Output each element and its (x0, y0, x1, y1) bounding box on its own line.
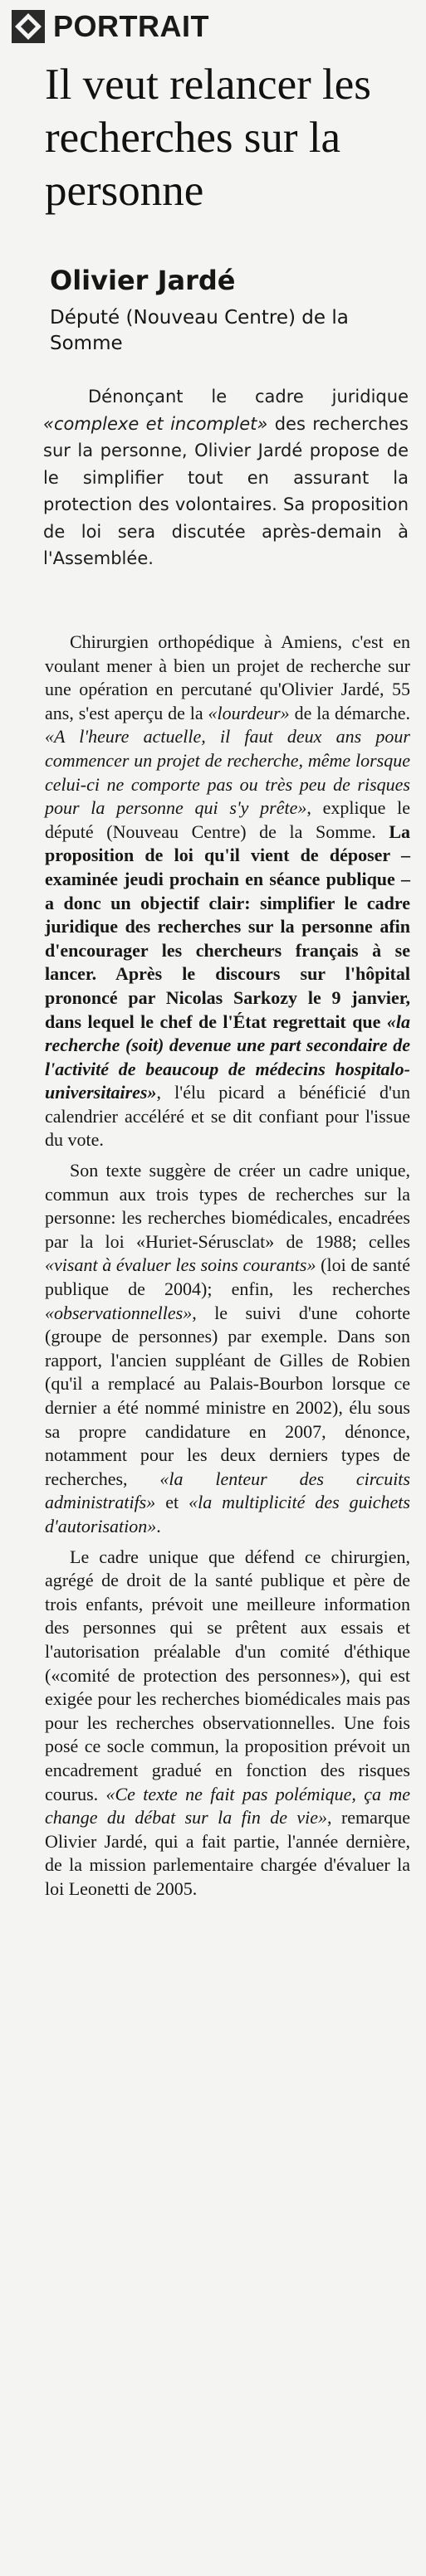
byline-name: Olivier Jardé (50, 265, 236, 296)
byline (50, 264, 399, 357)
body-paragraph-1: Chirurgien orthopédique à Amiens, c'est en voulant mener à bien un projet de recherche sur une opération en percutané qu'Olivier Jardé, 55 ans, s'est aperçu de la «lourdeur» de la démarche. «A l'heure actuelle, il faut deux ans pour commencer un projet de recherche, même lorsque celui-ci ne comporte pas ou très peu de risques pour la personne qui s'y prête», explique le député (Nouveau Centre) de la Somme. La proposition de loi qu'il vient de déposer – examinée jeudi prochain en séance publique – a donc un objectif clair: simplifier le cadre juridique des recherches sur la personne afin d'encourager les chercheurs français à se lancer. Après le discours sur l'hôpital prononcé par Nicolas Sarkozy le 9 janvier, dans lequel le chef de l'État regrettait que «la recherche (soit) devenue une part secondaire de l'activité de beaucoup de médecins hospitalo-universitaires», l'élu picard a bénéficié d'un calendrier accéléré et se dit confiant pour l'issue du vote. (45, 631, 410, 1151)
article-body (45, 631, 410, 1907)
rubric-header (12, 3, 209, 50)
standfirst: Dénonçant le cadre juridique «complexe et incomplet» des recherches sur la personne, Olivier Jardé propose de le simplifier tout en assurant la protection des volontaires. Sa proposition de loi sera discutée après-demain à l'Assemblée. (43, 387, 409, 568)
rubric-label: PORTRAIT (53, 9, 209, 43)
body-paragraph-3: Le cadre unique que défend ce chirurgien, agrégé de droit de la santé publique et père de trois enfants, prévoit une meilleure information des personnes qui se prêtent aux essais et l'autorisation préalable d'un comité d'éthique («comité de protection des personnes»), qui est exigée pour les recherches biomédicales mais pas pour les recherches observationnelles. Une fois posé ce socle commun, la proposition prévoit un encadrement gradué en fonction des risques courus. «Ce texte ne fait pas polémique, ça me change du débat sur la fin de vie», remarque Olivier Jardé, qui a fait partie, l'année dernière, de la mission parlementaire chargée d'évaluer la loi Leonetti de 2005. (45, 1546, 410, 1899)
body-paragraph-2: Son texte suggère de créer un cadre unique, commun aux trois types de recherches sur la personne: les recherches biomédicales, encadrées par la loi «Huriet-Sérusclat» de 1988; celles «visant à évaluer les soins courants» (loi de santé publique de 2004); enfin, les recherches «observationnelles», le suivi d'une cohorte (groupe de personnes) par exemple. Dans son rapport, l'ancien suppléant de Gilles de Robien (qu'il a remplacé au Palais-Bourbon lorsque ce dernier a été nommé ministre en 2002), élu sous sa propre candidature en 2007, dénonce, notamment pour les deux derniers types de recherches, «la lenteur des circuits administratifs» et «la multiplicité des guichets d'autorisation». (45, 1160, 410, 1536)
logo-mark-icon (12, 10, 45, 43)
headline: Il veut relancer les recherches sur la personne (45, 61, 371, 215)
byline-role: Député (Nouveau Centre) de la Somme (50, 307, 349, 354)
